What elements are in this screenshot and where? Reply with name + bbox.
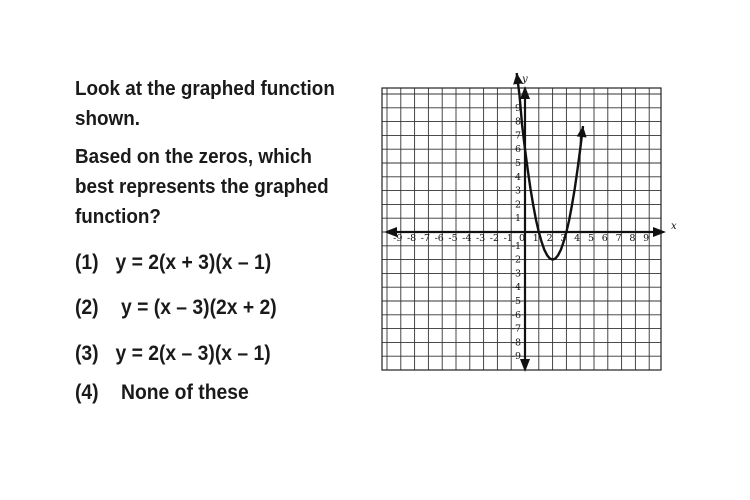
y-tick-label: -6 (511, 309, 521, 321)
prompt-line: best represents the graphed (75, 175, 329, 198)
y-tick-label: -1 (511, 240, 521, 252)
choice-equation: y = 2(x – 3)(x – 1) (115, 342, 271, 365)
prompt-line: function? (75, 205, 161, 228)
y-tick-label: 2 (514, 199, 521, 211)
x-tick-label: -1 (503, 233, 513, 244)
y-tick-label: 1 (514, 213, 521, 225)
y-tick-label: 4 (514, 171, 521, 183)
y-tick-label: -8 (511, 337, 521, 349)
x-tick-label: -9 (393, 233, 403, 244)
x-tick-label: 7 (615, 233, 622, 244)
y-tick-label: -5 (511, 296, 521, 307)
y-tick-label: 8 (514, 116, 521, 128)
choice-number: (2) (75, 296, 99, 319)
x-tick-label: 6 (601, 233, 608, 244)
grid (382, 88, 661, 370)
x-axis-arrow-right (653, 227, 666, 237)
x-tick-label: 9 (643, 233, 650, 244)
y-tick-label: -7 (511, 323, 521, 335)
y-tick-label: -4 (511, 282, 521, 294)
prompt-line: Based on the zeros, which (75, 145, 312, 168)
choice-equation: y = 2(x + 3)(x – 1) (115, 251, 272, 274)
y-axis-label: y (522, 74, 528, 85)
choice-equation: None of these (121, 381, 249, 404)
x-tick-label: 2 (546, 233, 553, 244)
x-tick-label: 8 (629, 233, 636, 244)
x-tick-label: 4 (574, 233, 581, 244)
x-tick-label: 0 (518, 233, 526, 244)
y-tick-label: 5 (514, 158, 521, 169)
y-tick-label: 9 (514, 102, 521, 114)
x-tick-label: -2 (489, 233, 500, 244)
x-tick-label: -5 (448, 233, 458, 244)
x-tick-label: 3 (560, 233, 567, 244)
prompt-line: shown. (75, 107, 140, 130)
x-tick-label: -7 (420, 233, 431, 244)
x-tick-label: -8 (406, 233, 417, 244)
y-tick-label: 7 (514, 130, 521, 142)
x-tick-label: -6 (434, 233, 444, 244)
choice-number: (3) (75, 342, 99, 365)
x-tick-label: 5 (587, 233, 595, 244)
x-tick-label: -4 (462, 233, 472, 244)
x-tick-label: -3 (475, 233, 486, 244)
grid-border (382, 88, 661, 370)
axes (384, 86, 666, 372)
y-tick-label: 3 (514, 185, 521, 197)
choice-equation: y = (x – 3)(2x + 2) (121, 296, 277, 319)
y-tick-label: -9 (511, 351, 521, 363)
x-axis-label: x (671, 221, 677, 232)
x-tick-label: 1 (532, 233, 539, 244)
choice-number: (4) (75, 381, 99, 404)
choice-number: (1) (75, 251, 99, 274)
y-tick-label: 6 (514, 144, 521, 156)
y-tick-label: -2 (511, 254, 521, 266)
prompt-line: Look at the graphed function (75, 77, 335, 100)
y-tick-label: -3 (511, 268, 521, 280)
